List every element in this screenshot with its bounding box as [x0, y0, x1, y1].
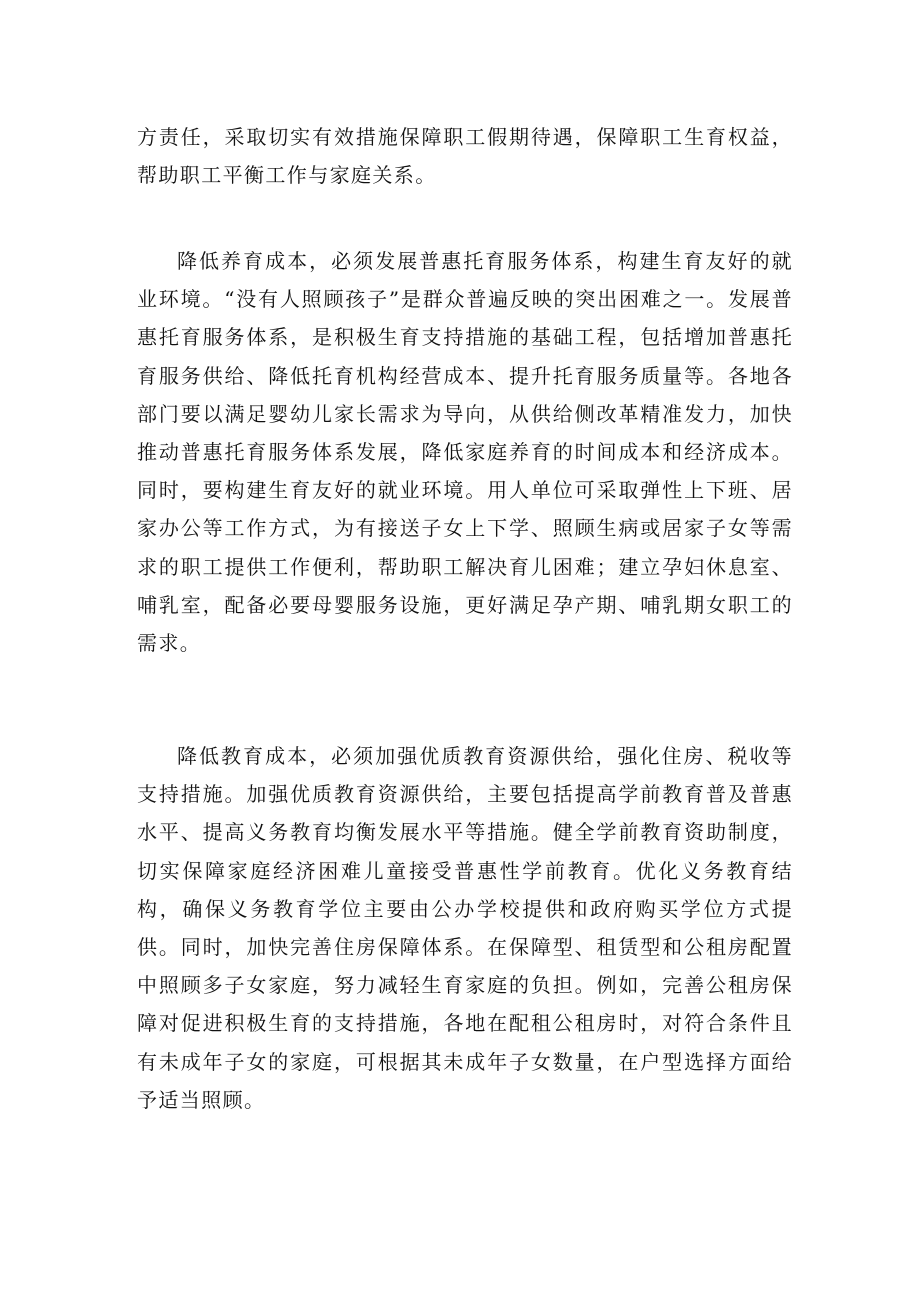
paragraph-childcare-cost: 降低养育成本，必须发展普惠托育服务体系，构建生育友好的就业环境。“没有人照顾孩子”是群众普遍反映的突出困难之一。发展普惠托育服务体系，是积极生育支持措施的基础工程，包括增加普惠托育服务供给、降低托育机构经营成本、提升托育服务质量等。各地各部门要以满足婴幼儿家长需求为导向，从供给侧改革精准发力，加快推动普惠托育服务体系发展，降低家庭养育的时间成本和经济成本。同时，要构建生育友好的就业环境。用人单位可采取弹性上下班、居家办公等工作方式，为有接送子女上下学、照顾生病或居家子女等需求的职工提供工作便利，帮助职工解决育儿困难；建立孕妇休息室、哺乳室，配备必要母婴服务设施，更好满足孕产期、哺乳期女职工的需求。 [137, 249, 793, 656]
paragraph-continuation: 方责任，采取切实有效措施保障职工假期待遇，保障职工生育权益，帮助职工平衡工作与家庭关系。 [137, 125, 793, 188]
paragraph-education-cost: 降低教育成本，必须加强优质教育资源供给，强化住房、税收等支持措施。加强优质教育资源供给，主要包括提高学前教育普及普惠水平、提高义务教育均衡发展水平等措施。健全学前教育资助制度，切实保障家庭经济困难儿童接受普惠性学前教育。优化义务教育结构，确保义务教育学位主要由公办学校提供和政府购买学位方式提供。同时，加快完善住房保障体系。在保障型、租赁型和公租房配置中照顾多子女家庭，努力减轻生育家庭的负担。例如，完善公租房保障对促进积极生育的支持措施，各地在配租公租房时，对符合条件且有未成年子女的家庭，可根据其未成年子女数量，在户型选择方面给予适当照顾。 [137, 744, 793, 1112]
